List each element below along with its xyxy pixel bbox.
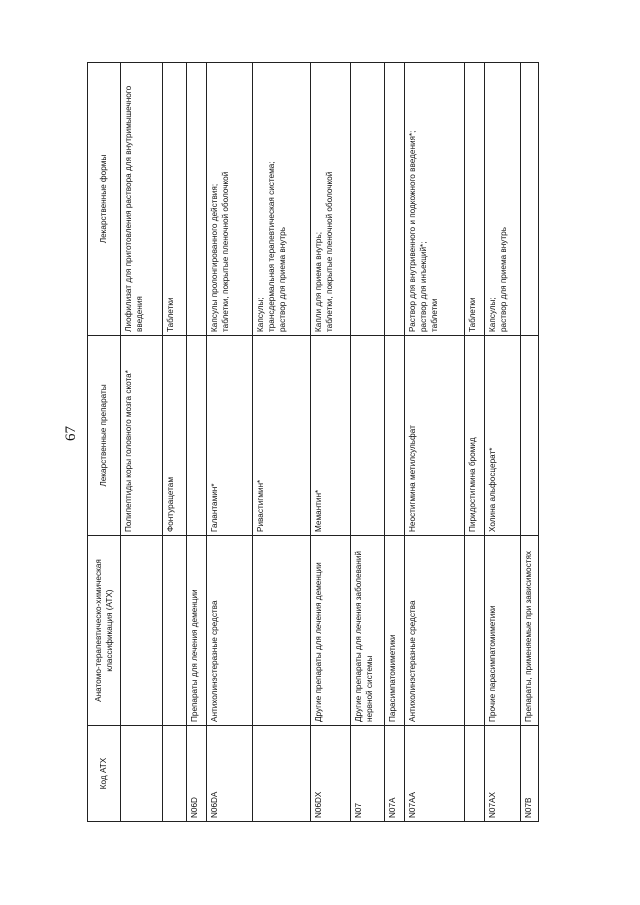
cell-drug: Галантамин*	[207, 336, 253, 536]
table-row	[385, 63, 405, 822]
cell-form: Таблетки	[163, 63, 187, 336]
cell-drug	[187, 336, 207, 536]
cell-code	[253, 726, 311, 822]
cell-class: Другие препараты для лечения деменции	[311, 536, 351, 726]
cell-drug: Неостигмина метилсульфат	[405, 336, 465, 536]
cell-code: N07A	[385, 726, 405, 822]
cell-form: Капсулы пролонгированного действия; таблетки, покрытые пленочной оболочкой	[207, 63, 253, 336]
cell-drug: Холина альфосцерат*	[485, 336, 521, 536]
cell-drug: Мемантин*	[311, 336, 351, 536]
table-row	[485, 63, 521, 822]
cell-class	[465, 536, 485, 726]
cell-code	[465, 726, 485, 822]
cell-class: Прочие парасимпатомиметики	[485, 536, 521, 726]
header-code: Код АТХ	[88, 726, 121, 822]
cell-code: N06DA	[207, 726, 253, 822]
table-row	[405, 63, 465, 822]
cell-drug: Пиридостигмина бромид	[465, 336, 485, 536]
cell-form: Таблетки	[465, 63, 485, 336]
table-row	[121, 63, 163, 822]
cell-class: Антихолинэстеразные средства	[405, 536, 465, 726]
table-row	[311, 63, 351, 822]
table-row	[187, 63, 207, 822]
rotated-page	[87, 62, 539, 822]
cell-drug: Полипептиды коры головного мозга скота*	[121, 336, 163, 536]
cell-form: Капсулы; трансдермальная терапевтическая система; раствор для приема внутрь	[253, 63, 311, 336]
header-drugs: Лекарственные препараты	[88, 336, 121, 536]
cell-code: N07AX	[485, 726, 521, 822]
cell-drug	[351, 336, 385, 536]
cell-class	[121, 536, 163, 726]
cell-code	[163, 726, 187, 822]
atc-table	[87, 62, 539, 822]
cell-code	[121, 726, 163, 822]
table-row	[207, 63, 253, 822]
cell-form: Капли для приема внутрь; таблетки, покрытые пленочной оболочкой	[311, 63, 351, 336]
cell-drug	[521, 336, 539, 536]
cell-class	[253, 536, 311, 726]
cell-drug: Фонтурацетам	[163, 336, 187, 536]
cell-form: Раствор для внутривенного и подкожного введения*; раствор для инъекций*; таблетки	[405, 63, 465, 336]
cell-code: N07B	[521, 726, 539, 822]
table-row	[521, 63, 539, 822]
cell-code: N07AA	[405, 726, 465, 822]
cell-class: Парасимпатомиметики	[385, 536, 405, 726]
cell-drug: Ривастигмин*	[253, 336, 311, 536]
cell-form: Лиофилизат для приготовления раствора для внутримышечного введения	[121, 63, 163, 336]
table-header-row	[88, 63, 121, 822]
table-row	[253, 63, 311, 822]
table-row	[465, 63, 485, 822]
cell-drug	[385, 336, 405, 536]
header-forms: Лекарственные формы	[88, 63, 121, 336]
cell-class: Препараты, применяемые при зависимостях	[521, 536, 539, 726]
cell-class: Другие препараты для лечения заболеваний нервной системы	[351, 536, 385, 726]
cell-form	[187, 63, 207, 336]
page-number: 67	[63, 426, 79, 441]
cell-form: Капсулы; раствор для приема внутрь	[485, 63, 521, 336]
table-row	[163, 63, 187, 822]
cell-class: Препараты для лечения деменции	[187, 536, 207, 726]
cell-class: Антихолинэстеразные средства	[207, 536, 253, 726]
cell-code: N07	[351, 726, 385, 822]
cell-form	[351, 63, 385, 336]
cell-code: N06D	[187, 726, 207, 822]
cell-form	[385, 63, 405, 336]
table-row	[351, 63, 385, 822]
cell-class	[163, 536, 187, 726]
cell-code: N06DX	[311, 726, 351, 822]
cell-form	[521, 63, 539, 336]
header-classification: Анатомо-терапевтическо-химическая классификация (АТХ)	[88, 536, 121, 726]
